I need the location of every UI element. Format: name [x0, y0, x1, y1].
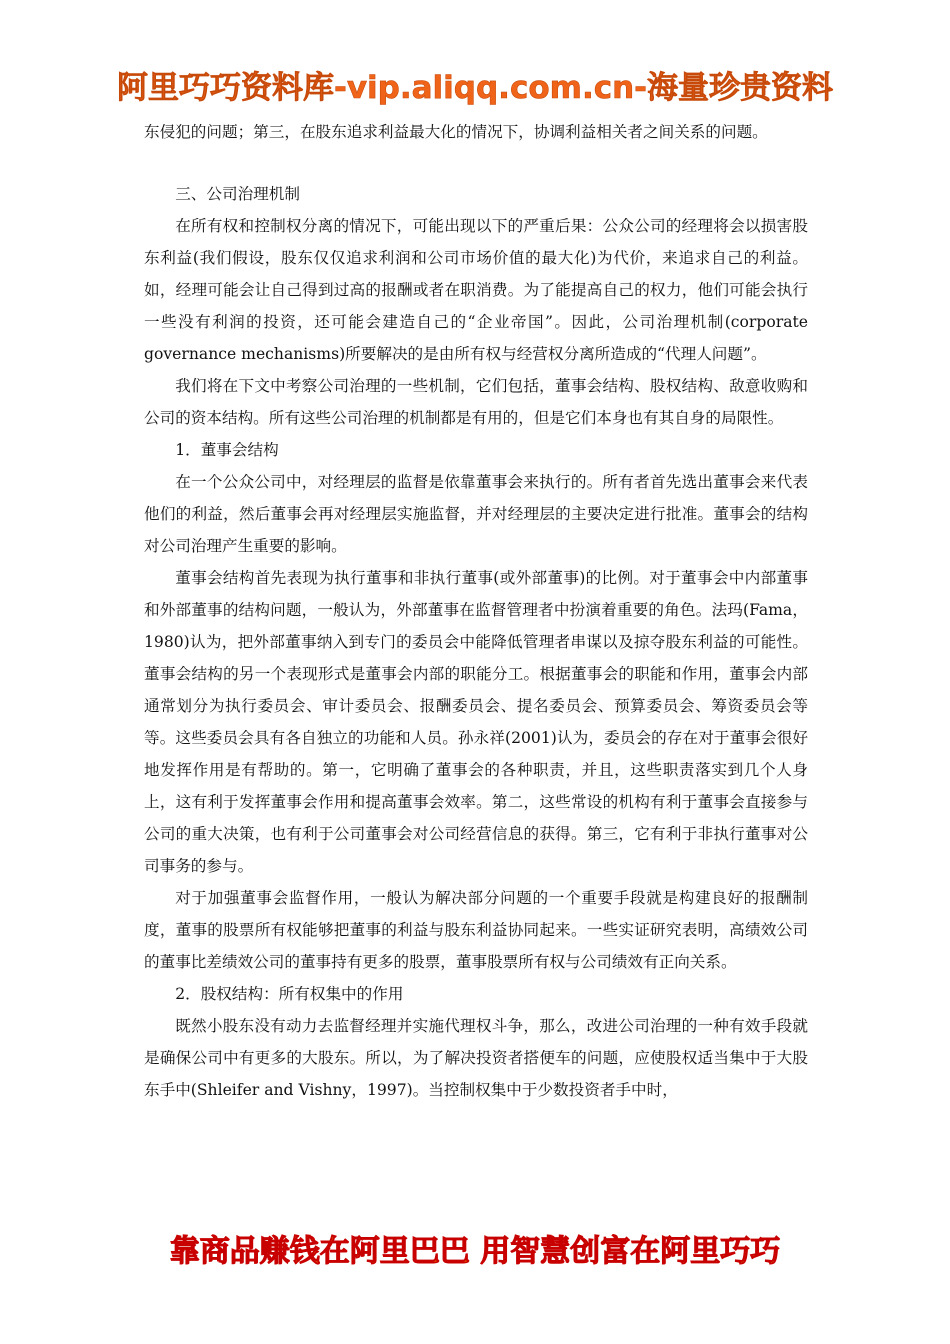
- paragraph: 董事会结构首先表现为执行董事和非执行董事(或外部董事)的比例。对于董事会中内部董事和外部董事的结构问题，一般认为，外部董事在监督管理者中扮演着重要的角色。法玛(Fama，1980)认为，把外部董事纳入到专门的委员会中能降低管理者串谋以及掠夺股东利益的可能性。董事会结构的另一个表现形式是董事会内部的职能分工。根据董事会的职能和作用，董事会内部通常划分为执行委员会、审计委员会、报酬委员会、提名委员会、预算委员会、筹资委员会等等。这些委员会具有各自独立的功能和人员。孙永祥(2001)认为，委员会的存在对于董事会很好地发挥作用是有帮助的。第一，它明确了董事会的各种职责，并且，这些职责落实到几个人身上，这有利于发挥董事会作用和提高董事会效率。第二，这些常设的机构有利于董事会直接参与公司的重大决策，也有利于公司董事会对公司经营信息的获得。第三，它有利于非执行董事对公司事务的参与。: [144, 569, 808, 875]
- subsection-heading: 2．股权结构：所有权集中的作用: [175, 985, 404, 1003]
- subsection-heading: 1．董事会结构: [175, 441, 279, 459]
- paragraph: 对于加强董事会监督作用，一般认为解决部分问题的一个重要手段就是构建良好的报酬制度，董事的股票所有权能够把董事的利益与股东利益协同起来。一些实证研究表明，高绩效公司的董事比差绩效公司的董事持有更多的股票，董事股票所有权与公司绩效有正向关系。: [144, 889, 808, 971]
- paragraph-continuation: 东侵犯的问题；第三，在股东追求利益最大化的情况下，协调利益相关者之间关系的问题。: [144, 123, 768, 141]
- paragraph: 在所有权和控制权分离的情况下，可能出现以下的严重后果：公众公司的经理将会以损害股东利益(我们假设，股东仅仅追求利润和公司市场价值的最大化)为代价，来追求自己的利益。如，经理可能会让自己得到过高的报酬或者在职消费。为了能提高自己的权力，他们可能会执行一些没有利润的投资，还可能会建造自己的“企业帝国”。因此，公司治理机制(corporate governance mechanisms)所要解决的是由所有权与经营权分离所造成的“代理人问题”。: [144, 217, 808, 363]
- section-heading: 三、公司治理机制: [175, 185, 300, 203]
- footer-banner: 靠商品赚钱在阿里巴巴 用智慧创富在阿里巧巧: [169, 1234, 781, 1269]
- paragraph: 既然小股东没有动力去监督经理并实施代理权斗争，那么，改进公司治理的一种有效手段就是确保公司中有更多的大股东。所以，为了解决投资者搭便车的问题，应使股权适当集中于大股东手中(Shleifer and Vishny，1997)。当控制权集中于少数投资者手中时，: [144, 1017, 808, 1099]
- paragraph: 在一个公众公司中，对经理层的监督是依靠董事会来执行的。所有者首先选出董事会来代表他们的利益，然后董事会再对经理层实施监督，并对经理层的主要决定进行批准。董事会的结构对公司治理产生重要的影响。: [144, 473, 808, 555]
- document-body: [144, 116, 808, 1106]
- paragraph: 我们将在下文中考察公司治理的一些机制，它们包括，董事会结构、股权结构、敌意收购和公司的资本结构。所有这些公司治理的机制都是有用的，但是它们本身也有其自身的局限性。: [144, 377, 808, 427]
- header-banner: 阿里巧巧资料库-vip.aliqq.com.cn-海量珍贵资料: [116, 70, 834, 106]
